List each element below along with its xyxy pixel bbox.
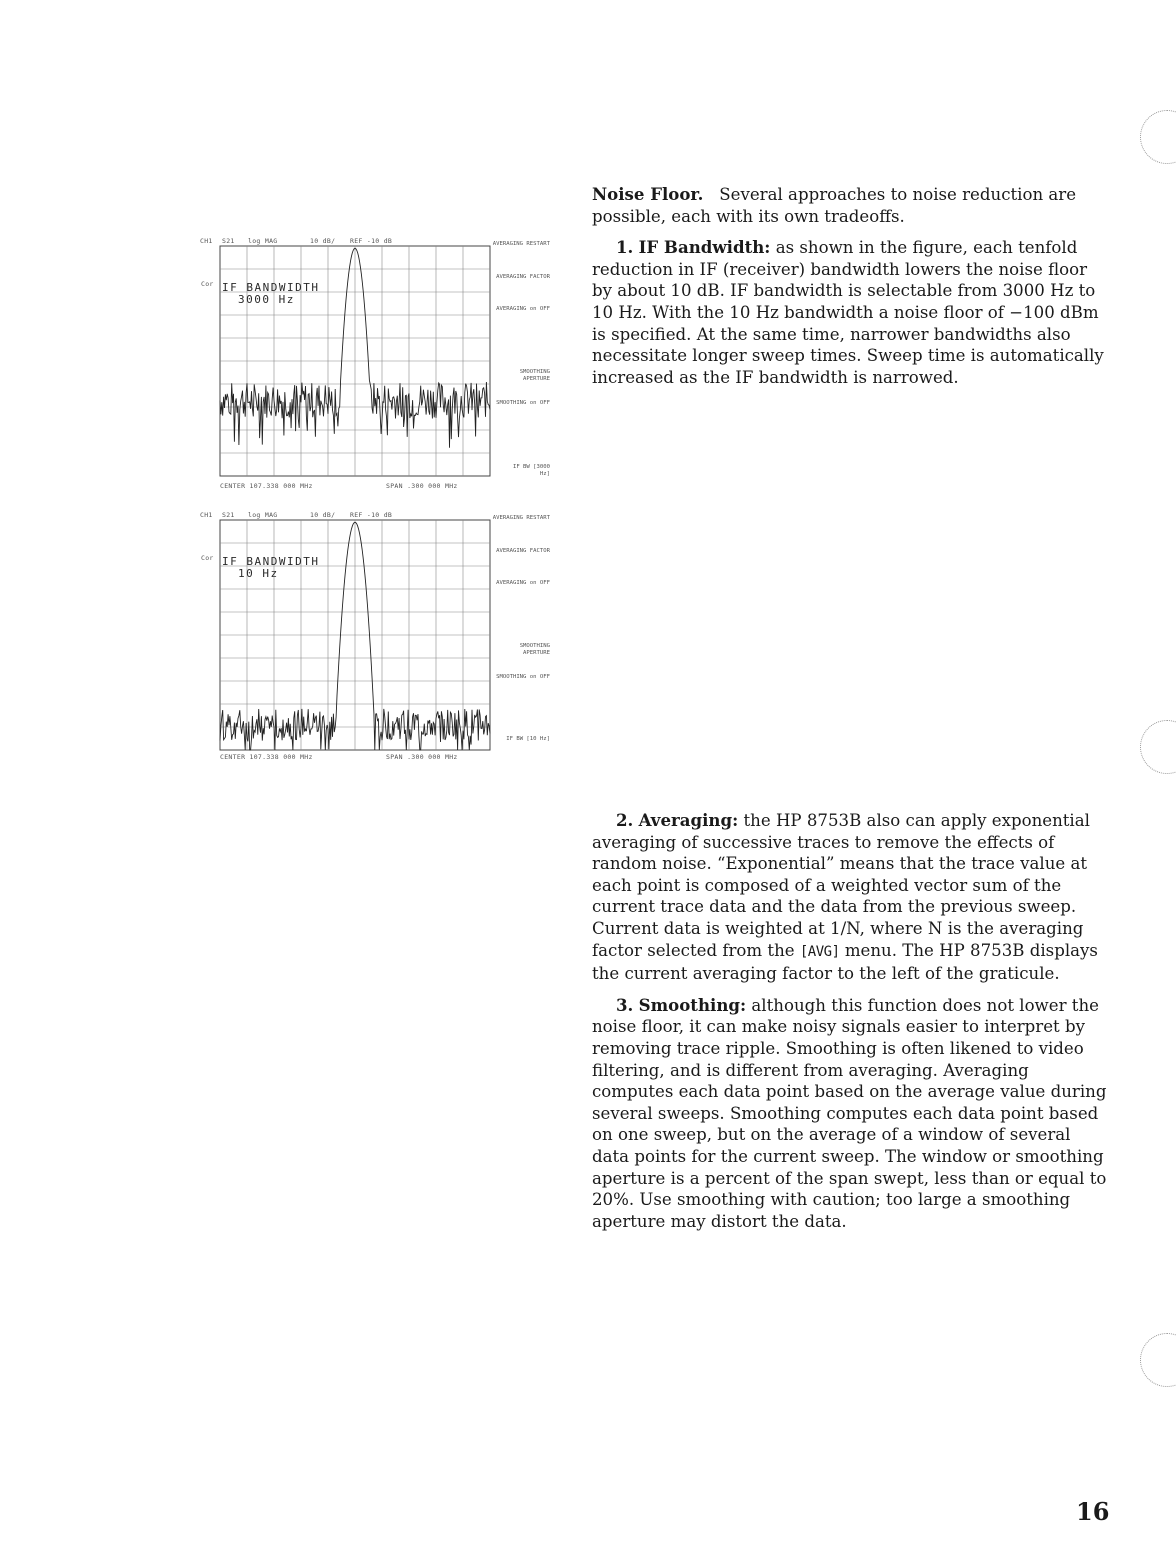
noise-floor-heading: Noise Floor. [592, 184, 704, 204]
screen-header-ref: REF -10 dB [350, 237, 393, 245]
screen-header-format: log MAG [248, 237, 278, 245]
item-title: IF Bandwidth: [638, 237, 771, 258]
analyzer-screen-10hz [198, 510, 556, 760]
softkey-if-bw: IF BW [3000 Hz] [512, 464, 550, 477]
screen-header-format: log MAG [248, 511, 278, 519]
softkey-averaging-restart: AVERAGING RESTART [492, 515, 550, 521]
item-body-cont: menu. The HP 8753B displays the current averaging factor to the left of the graticule. [592, 940, 1098, 984]
intro-section [592, 184, 1110, 388]
item-body: although this function does not lower the noise floor, it can make noisy signals easier to interpret by removing trace ripple. Smoothing is often likened to video filtering, and is different from averaging. Averaging computes each data point based on the average value during several sweeps. Smoothing computes each data point based on one sweep, but on the average of a window of several data points for the current sweep. The window or smoothing aperture is a percent of the span swept, less than or equal to 20%. Use smoothing with caution; too large a smoothing aperture may distort the data. [592, 995, 1107, 1231]
screen-side-label: Cor [201, 554, 214, 562]
softkey-if-bw: IF BW [10 Hz] [506, 736, 550, 742]
if-bandwidth-value: 3000 Hz [238, 293, 295, 306]
item-smoothing [592, 995, 1110, 1233]
avg-hardkey: [AVG] [799, 943, 840, 960]
punch-hole-top [1140, 110, 1176, 164]
item-title: Averaging: [638, 810, 739, 830]
softkey-averaging-on-off: AVERAGING on OFF [496, 580, 550, 586]
softkey-smoothing-aperture: SMOOTHING APERTURE [519, 369, 550, 382]
screen-footer-span: SPAN .300 000 MHz [386, 482, 458, 490]
if-bandwidth-label: IF BANDWIDTH [222, 555, 320, 568]
item-number: 3. [616, 994, 634, 1015]
softkey-averaging-on-off: AVERAGING on OFF [496, 306, 550, 312]
punch-hole-bottom [1140, 1333, 1176, 1387]
item-title: Smoothing: [638, 994, 747, 1015]
screen-header-param: S21 [222, 511, 235, 519]
page-number: 16 [1076, 1497, 1110, 1526]
softkey-averaging-factor: AVERAGING FACTOR [496, 548, 550, 554]
punch-hole-middle [1140, 720, 1176, 774]
softkey-averaging-restart: AVERAGING RESTART [492, 241, 550, 247]
analyzer-screen-3000hz [198, 236, 556, 490]
screen-header-ref: REF -10 dB [350, 511, 393, 519]
item-body: as shown in the figure, each tenfold reduction in IF (receiver) bandwidth lowers the noise floor by about 10 dB. IF bandwidth is selectable from 3000 Hz to 10 Hz. With the 10 Hz bandwidth a noise floor of −100 dBm is specified. At the same time, narrower bandwidths also necessitate longer sweep times. Sweep time is automatically increased as the IF bandwidth is narrowed. [592, 238, 1104, 387]
if-bandwidth-value: 10 Hz [238, 567, 279, 580]
screen-side-label: Cor [201, 280, 214, 288]
screen-header-ch: CH1 [200, 237, 213, 245]
if-bandwidth-label: IF BANDWIDTH [222, 281, 320, 294]
softkey-averaging-factor: AVERAGING FACTOR [496, 274, 550, 280]
softkey-smoothing-aperture: SMOOTHING APERTURE [519, 643, 550, 656]
item-number: 1. [616, 237, 634, 258]
screen-footer-span: SPAN .300 000 MHz [386, 753, 458, 761]
screen-header-scale: 10 dB/ [310, 237, 336, 245]
softkey-smoothing-on-off: SMOOTHING on OFF [496, 400, 550, 406]
item-body: the HP 8753B also can apply exponential averaging of successive traces to remove the effects of random noise. “Exponential” means that the trace value at each point is composed of a weighted vector sum of the current trace data and the data from the previous sweep. Current data is weighted at 1/N, where N is the averaging factor selected from the [592, 811, 1090, 960]
averaging-section [592, 810, 1110, 1232]
screen-header-scale: 10 dB/ [310, 511, 336, 519]
item-number: 2. [616, 810, 634, 830]
intro-paragraph [592, 184, 1110, 227]
item-averaging [592, 810, 1110, 985]
screen-footer-center: CENTER 107.338 000 MHz [220, 482, 313, 490]
noise-floor-body: Several approaches to noise reduction are possible, each with its own tradeoffs. [592, 185, 1077, 226]
item-if-bandwidth [592, 237, 1110, 388]
softkey-smoothing-on-off: SMOOTHING on OFF [496, 674, 550, 680]
screen-header-ch: CH1 [200, 511, 213, 519]
screen-header-param: S21 [222, 237, 235, 245]
screen-footer-center: CENTER 107.338 000 MHz [220, 753, 313, 761]
